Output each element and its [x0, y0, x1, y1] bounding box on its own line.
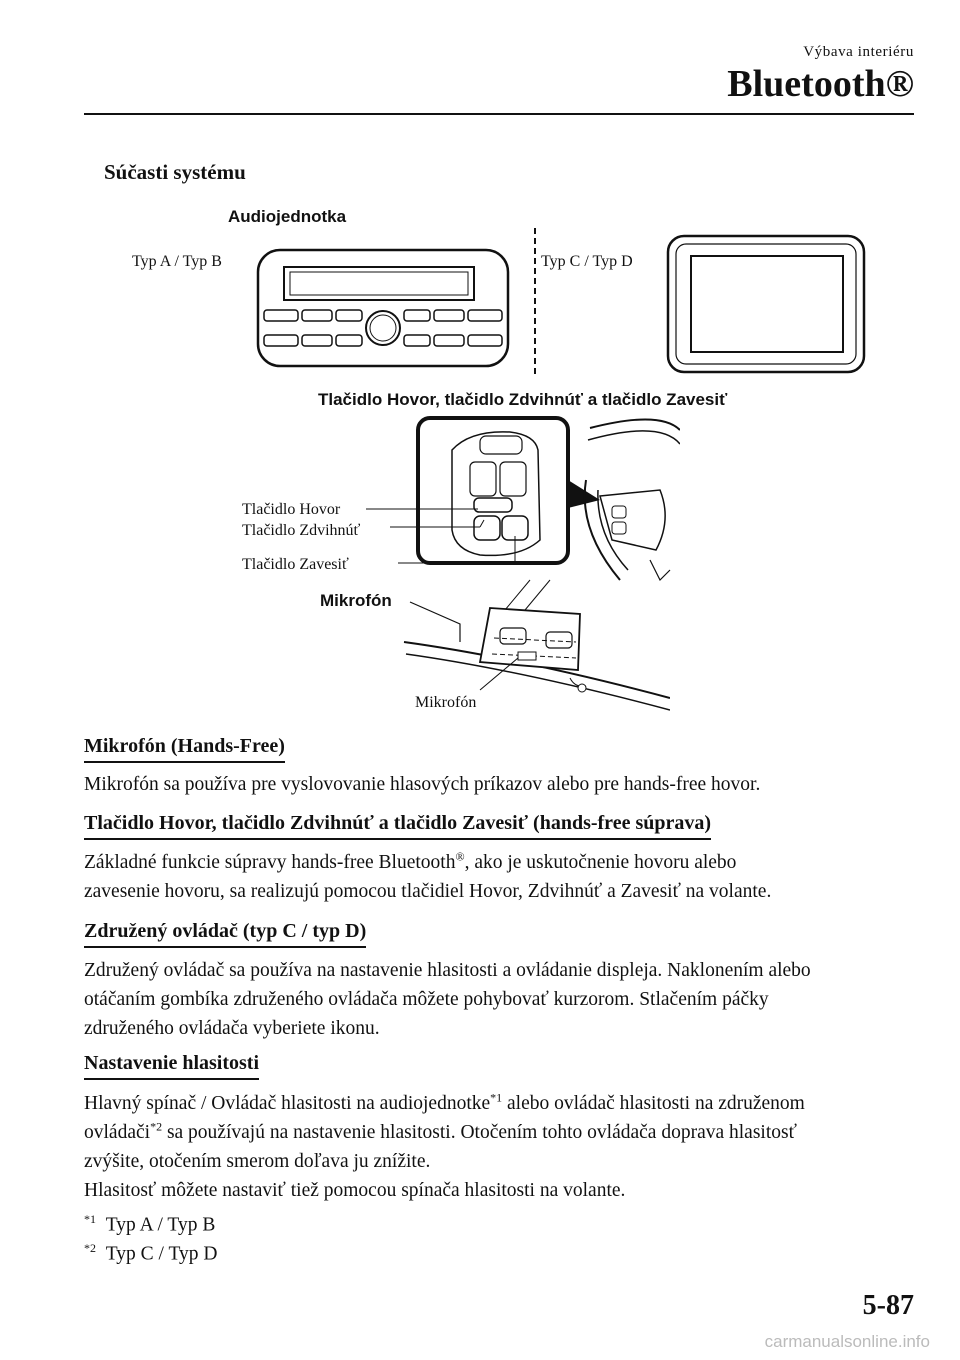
footnote-2 — [84, 1234, 218, 1269]
header-title: Bluetooth® — [727, 63, 914, 105]
buttons-text-a: Základné funkcie súpravy hands-free Bluetooth — [84, 852, 456, 873]
steering-leader-lines — [360, 500, 540, 570]
commander-heading: Združený ovládač (typ C / typ D) — [84, 920, 366, 948]
commander-line-2: otáčaním gombíka združeného ovládača môžete pohybovať kurzorom. Stlačením páčky — [84, 989, 769, 1010]
footnote-ref-1: *1 — [490, 1090, 503, 1105]
steering-buttons-label: Tlačidlo Hovor, tlačidlo Zdvihnúť a tlačidlo Zavesiť — [318, 390, 728, 409]
footnote-ref-2: *2 — [150, 1119, 163, 1134]
page-number: 5-87 — [862, 1290, 914, 1321]
commander-line-3: združeného ovládača vyberiete ikonu. — [84, 1018, 380, 1039]
buttons-text-b: , ako je uskutočnenie hovoru alebo — [464, 852, 737, 873]
footnote-1-text: Typ A / Typ B — [105, 1214, 216, 1236]
volume-line-1b: alebo ovládač hlasitosti na združenom — [502, 1093, 805, 1114]
footnote-2-mark: *2 — [84, 1241, 96, 1255]
microphone-heading-label: Mikrofón — [320, 591, 392, 610]
volume-line-1a: Hlavný spínač / Ovládač hlasitosti na audiojednotke — [84, 1093, 491, 1114]
figure-divider — [534, 228, 536, 374]
footnote-1-mark: *1 — [84, 1212, 96, 1226]
volume-heading: Nastavenie hlasitosti — [84, 1052, 259, 1080]
buttons-text-c: zavesenie hovoru, sa realizujú pomocou tlačidiel Hovor, Zdvihnúť a Zavesiť na volante. — [84, 881, 772, 902]
volume-line-3: zvýšite, otočením smerom doľava ju znížite. — [84, 1151, 431, 1172]
volume-paragraph — [84, 1089, 920, 1205]
pickup-button-label: Tlačidlo Zdvihnúť — [242, 522, 361, 539]
hangup-button-label: Tlačidlo Zavesiť — [242, 556, 349, 573]
mic-paragraph: Mikrofón sa používa pre vyslovovanie hlasových príkazov alebo pre hands-free hovor. — [84, 774, 761, 795]
buttons-paragraph — [84, 848, 920, 906]
volume-line-2a: ovládači — [84, 1122, 151, 1143]
volume-line-4: Hlasitosť môžete nastaviť tiež pomocou spínača hlasitosti na volante. — [84, 1180, 626, 1201]
type-ab-label: Typ A / Typ B — [132, 253, 222, 270]
microphone-label: Mikrofón — [415, 694, 477, 711]
header-section-label: Výbava interiéru — [803, 44, 914, 60]
type-cd-label: Typ C / Typ D — [541, 253, 633, 270]
footnote-2-text: Typ C / Typ D — [105, 1243, 218, 1265]
registered-mark: ® — [455, 849, 465, 864]
audio-unit-label: Audiojednotka — [228, 207, 347, 226]
display-cd-illustration — [664, 232, 874, 378]
watermark: carmanualsonline.info — [764, 1332, 930, 1351]
volume-line-2b: sa používajú na nastavenie hlasitosti. Otočením tohto ovládača doprava hlasitosť — [162, 1122, 797, 1143]
header-divider — [84, 113, 914, 115]
commander-line-1: Združený ovládač sa používa na nastavenie hlasitosti a ovládanie displeja. Naklonením alebo — [84, 960, 811, 981]
section-title: Súčasti systému — [104, 160, 246, 184]
commander-paragraph — [84, 956, 920, 1043]
mic-heading: Mikrofón (Hands-Free) — [84, 735, 285, 763]
talk-button-label: Tlačidlo Hovor — [242, 501, 341, 518]
buttons-heading: Tlačidlo Hovor, tlačidlo Zdvihnúť a tlačidlo Zavesiť (hands-free súprava) — [84, 812, 711, 840]
audio-unit-ab-illustration — [250, 240, 520, 380]
